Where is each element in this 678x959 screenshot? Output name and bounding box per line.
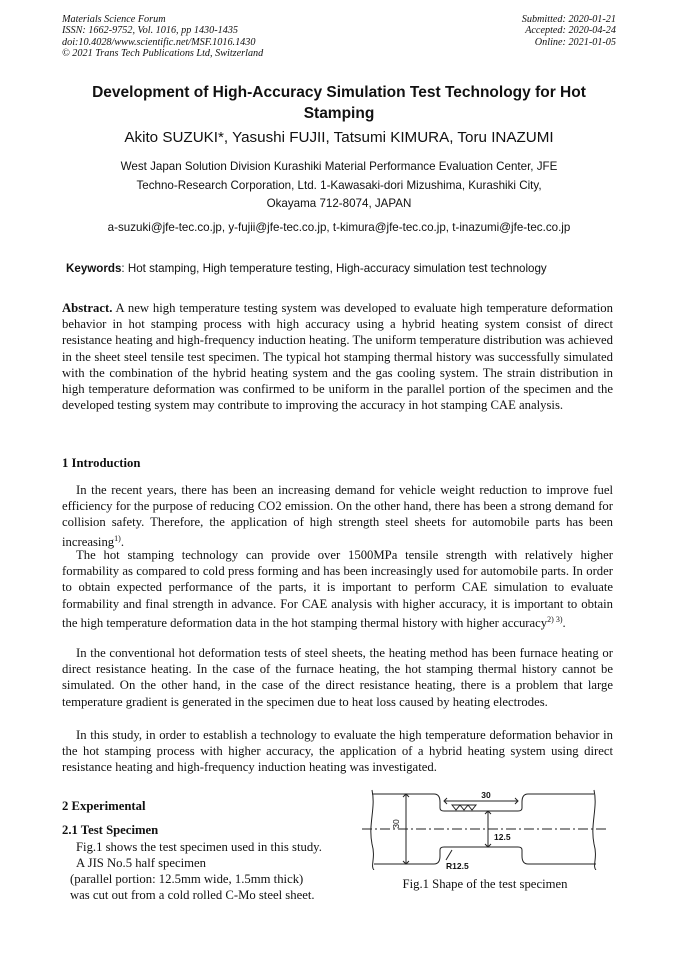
keywords-text: : Hot stamping, High temperature testing, High-accuracy simulation test technology [121, 262, 547, 275]
paragraph: The hot stamping technology can provide over 1500MPa tensile strength with relatively higher formability as compared to cold press forming and has been increasingly used for automobile parts. In order to obtain expected performance of the parts, it is important to perform CAE simulation to evaluate formability and final strength in advance. For CAE analysis with higher accuracy, it is important to obtain the high temperature deformation data in the hot stamping thermal history with higher accuracy$^{2) 3)}$. [62, 548, 613, 631]
copyright: © 2021 Trans Tech Publications Ltd, Switzerland [62, 47, 264, 59]
dates-header [522, 14, 616, 48]
paragraph: In the conventional hot deformation tests of steel sheets, the heating method has been furnace heating or direct resistance heating. In the case of the furnace heating, the hot stamping thermal history cannot be simulated. On the other hand, in the case of the direct resistance heating, there is a problem that large temperature gradient is generated in the specimen due to heat loss caused by heating electrodes. [62, 646, 613, 709]
journal-name: Materials Science Forum [62, 14, 166, 25]
paper-title: Development of High-Accuracy Simulation Test Technology for Hot Stamping [92, 84, 586, 122]
paragraph: In the recent years, there has been an increasing demand for vehicle weight reduction to improve fuel efficiency for the purpose of reducing CO2 emission. On the other hand, there has been a strong demand for collision safety. Therefore, the application of high strength steel sheets for automobile parts has been increasing$^{1)}$. [62, 483, 613, 549]
abstract-text: A new high temperature testing system was developed to evaluate high temperature deformation behavior in hot stamping process with high accuracy using a hybrid heating system consist of direct resistance heating and high-frequency induction heating. The uniform temperature distribution was achieved in the sheet steel tensile test specimen. The typical hot stamping thermal history was successfully simulated with the combination of the hybrid heating system and the gas cooling system. The strain distribution in high temperature deformation was confirmed to be uniform in the parallel portion of the specimen and the developed testing system may contribute to improving the accuracy in hot stamping CAE analysis. [62, 301, 613, 413]
journal-header [62, 14, 263, 59]
citation: 1) [114, 533, 121, 543]
doi: doi:10.4028/www.scientific.net/MSF.1016.1430 [62, 36, 256, 48]
dim-length-label: 30 [481, 790, 491, 800]
issn: ISSN: 1662-9752, Vol. 1016, pp 1430-1435 [62, 25, 239, 37]
keywords [66, 262, 626, 275]
affiliation-line: West Japan Solution Division Kurashiki Material Performance Evaluation Center, JFE [120, 160, 558, 173]
specimen-drawing [362, 788, 608, 870]
submitted-date: Submitted: 2020-01-21 [521, 14, 616, 25]
abstract-label: Abstract. [62, 301, 113, 315]
affiliation-line: Okayama 712-8074, JAPAN [266, 197, 412, 210]
dim-height-label: 30 [391, 819, 401, 829]
affiliation-line: Techno-Research Corporation, Ltd. 1-Kawasaki-dori Mizushima, Kurashiki City, [136, 178, 542, 192]
figure-caption: Fig.1 Shape of the test specimen [402, 877, 568, 891]
section-heading-introduction: 1 Introduction [62, 456, 141, 470]
paragraph: In this study, in order to establish a technology to evaluate the high temperature deformation behavior in the hot stamping process with higher accuracy, the application of a hybrid heating system using direct resistance heating and high-frequency induction heating was investigated. [62, 728, 613, 775]
dim-width-label: 12.5 [494, 832, 511, 842]
section-heading-experimental: 2 Experimental [62, 799, 146, 813]
author-emails: a-suzuki@jfe-tec.co.jp, y-fujii@jfe-tec.co.jp, t-kimura@jfe-tec.co.jp, t-inazumi@jfe-tec.co.jp [107, 221, 571, 234]
dim-radius-label: R12.5 [446, 861, 469, 870]
specimen-text: Fig.1 shows the test specimen used in this study. A JIS No.5 half specimen (parallel portion: 12.5mm wide, 1.5mm thick) was cut out from a cold rolled C-Mo steel sheet. [70, 840, 322, 902]
online-date: Online: 2021-01-05 [534, 36, 616, 48]
accepted-date: Accepted: 2020-04-24 [525, 25, 616, 37]
keywords-label: Keywords [66, 262, 122, 275]
abstract [62, 300, 613, 413]
subsection-heading: 2.1 Test Specimen [62, 823, 159, 837]
citation: 2) 3) [547, 614, 563, 624]
authors: Akito SUZUKI*, Yasushi FUJII, Tatsumi KIMURA, Toru INAZUMI [124, 129, 554, 146]
affiliation [80, 158, 598, 214]
